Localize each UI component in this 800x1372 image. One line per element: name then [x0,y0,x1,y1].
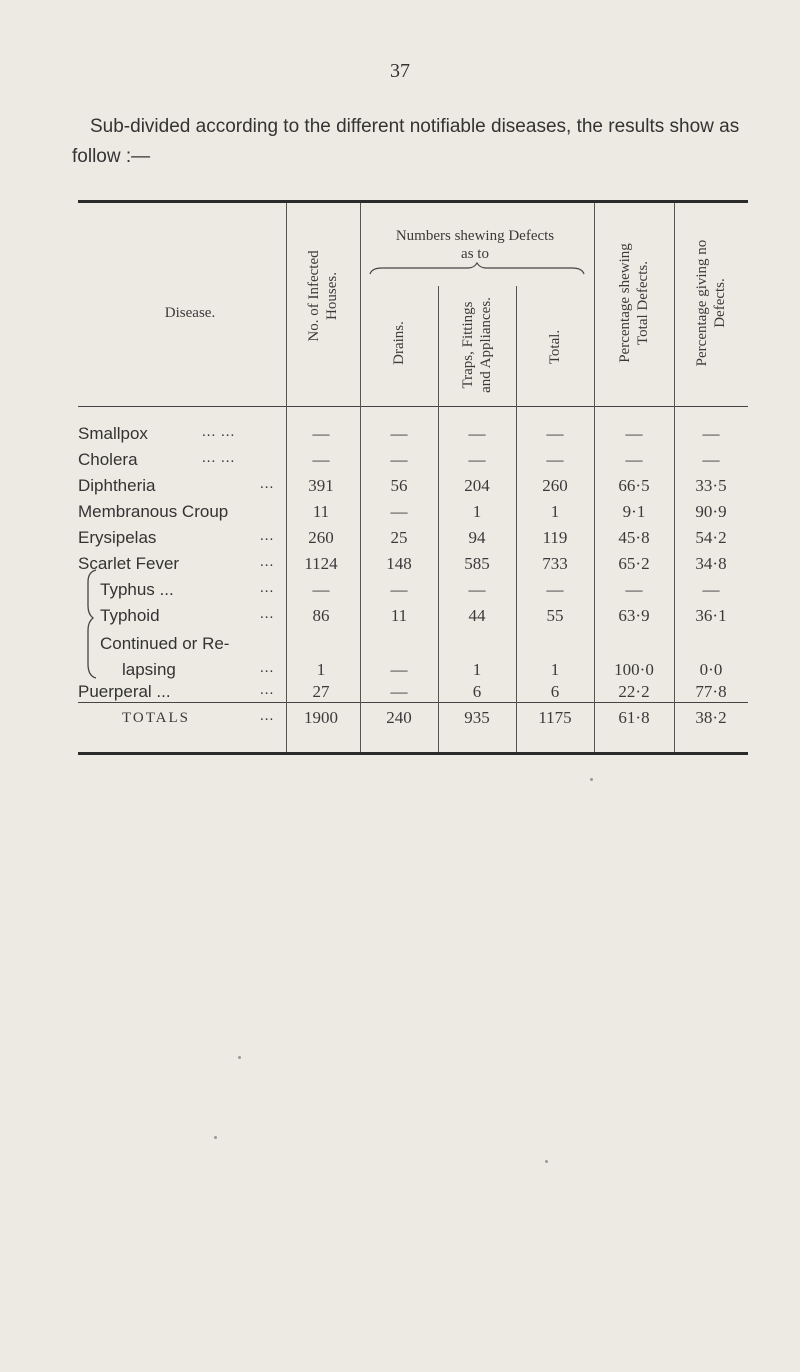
cell-traps: — [468,450,486,469]
table-row [78,682,748,708]
leader-dots: ... ... [202,424,236,440]
table-row [78,424,748,450]
leader-dots: ... [260,660,275,676]
cell-pct-defects: 45·8 [618,528,650,547]
leader-dots: ... [260,554,275,570]
cell-drains: 56 [390,476,408,495]
totals-pct-defects: 61·8 [618,708,650,727]
disease-name: Membranous Croup [78,502,229,521]
cell-pct-no-defects: — [702,424,720,443]
cell-pct-defects: 9·1 [622,502,646,521]
cell-pct-no-defects: — [702,580,720,599]
table-row [78,554,748,580]
disease-name: Diphtheria [78,476,156,495]
header-total: Total. [547,329,563,365]
disease-name: lapsing [122,660,176,679]
totals-dots: ... [260,708,275,724]
cell-pct-no-defects: — [702,450,720,469]
cell-drains: 148 [386,554,412,573]
table-row [78,502,748,528]
cell-drains: — [390,660,408,679]
leader-dots: ... ... [202,450,236,466]
cell-pct-no-defects: 33·5 [695,476,727,495]
cell-pct-defects: 22·2 [618,682,650,701]
cell-traps: 44 [468,606,486,625]
cell-pct-defects: — [625,424,643,443]
cell-traps: 1 [472,660,482,679]
table-row [78,450,748,476]
disease-name: Erysipelas [78,528,157,547]
leader-dots: ... [260,528,275,544]
disease-name: Cholera [78,450,138,469]
cell-total: 55 [546,606,564,625]
disease-name: Puerperal ... [78,682,171,701]
cell-traps: 585 [464,554,490,573]
cell-total: 119 [542,528,568,547]
cell-drains: — [390,580,408,599]
cell-houses: — [312,580,330,599]
cell-pct-defects: 63·9 [618,606,650,625]
cell-total: 1 [550,502,560,521]
cell-pct-defects: 100·0 [614,660,654,679]
header-pct-no-defects: Percentage giving no Defects. [694,239,728,367]
cell-pct-no-defects: 36·1 [695,606,727,625]
table-row [78,476,748,502]
totals-total: 1175 [538,708,572,727]
totals-row [78,708,748,734]
totals-pct-no-defects: 38·2 [695,708,727,727]
cell-traps: — [468,424,486,443]
cell-houses: 27 [312,682,330,701]
cell-pct-no-defects: 54·2 [695,528,727,547]
group-brace [368,262,586,278]
cell-houses: 11 [312,502,330,521]
totals-label: TOTALS [122,710,191,726]
cell-houses: 1124 [304,554,338,573]
cell-traps: — [468,580,486,599]
cell-houses: 260 [308,528,334,547]
paper-speck [545,1160,548,1163]
cell-traps: 204 [464,476,490,495]
cell-total: 6 [550,682,560,701]
leader-dots: ... [260,682,275,698]
cell-pct-no-defects: 90·9 [695,502,727,521]
paper-speck [590,778,593,781]
header-bottom-rule [78,406,748,407]
cell-total: 1 [550,660,560,679]
cell-total: 733 [542,554,568,573]
cell-houses: 86 [312,606,330,625]
cell-drains: — [390,424,408,443]
table-row [78,634,748,660]
cell-drains: — [390,502,408,521]
cell-total: 260 [542,476,568,495]
paper-speck [238,1056,241,1059]
totals-houses: 1900 [304,708,338,727]
table-bottom-rule [78,752,748,755]
cell-traps: 1 [472,502,482,521]
leader-dots: ... [260,476,275,492]
disease-name: Continued or Re- [100,634,230,653]
cell-pct-defects: — [625,580,643,599]
table-top-rule [78,200,748,203]
cell-houses: — [312,424,330,443]
cell-drains: 11 [390,606,408,625]
paper-speck [214,1136,217,1139]
header-drains: Drains. [391,321,407,365]
cell-houses: 1 [316,660,326,679]
cell-traps: 94 [468,528,486,547]
cell-houses: — [312,450,330,469]
disease-name: Typhus ... [100,580,174,599]
page-number: 37 [390,60,410,82]
header-infected-houses: No. of Infected Houses. [306,250,340,342]
cell-pct-no-defects: 77·8 [695,682,727,701]
cell-total: — [546,450,564,469]
cell-pct-defects: 65·2 [618,554,650,573]
totals-traps: 935 [464,708,490,727]
disease-name: Scarlet Fever [78,554,180,573]
disease-name: Smallpox [78,424,148,443]
table-row [78,606,748,632]
cell-traps: 6 [472,682,482,701]
leader-dots: ... [260,580,275,596]
cell-pct-defects: — [625,450,643,469]
header-defects-group: Numbers shewing Defects as to [395,228,555,262]
cell-pct-no-defects: 34·8 [695,554,727,573]
cell-pct-no-defects: 0·0 [699,660,723,679]
intro-paragraph: Sub-divided according to the different notifiable diseases, the results show as follow :— [72,116,740,167]
table-row [78,528,748,554]
totals-drains: 240 [386,708,412,727]
disease-name: Typhoid [100,606,160,625]
cell-drains: — [390,450,408,469]
header-traps: Traps, Fittings and Appliances. [460,297,494,393]
header-disease: Disease. [164,305,216,321]
cell-drains: 25 [390,528,408,547]
cell-total: — [546,424,564,443]
cell-houses: 391 [308,476,334,495]
header-pct-defects: Percentage shewing Total Defects. [617,243,651,363]
cell-total: — [546,580,564,599]
cell-pct-defects: 66·5 [618,476,650,495]
leader-dots: ... [260,606,275,622]
table-row [78,580,748,606]
cell-drains: — [390,682,408,701]
